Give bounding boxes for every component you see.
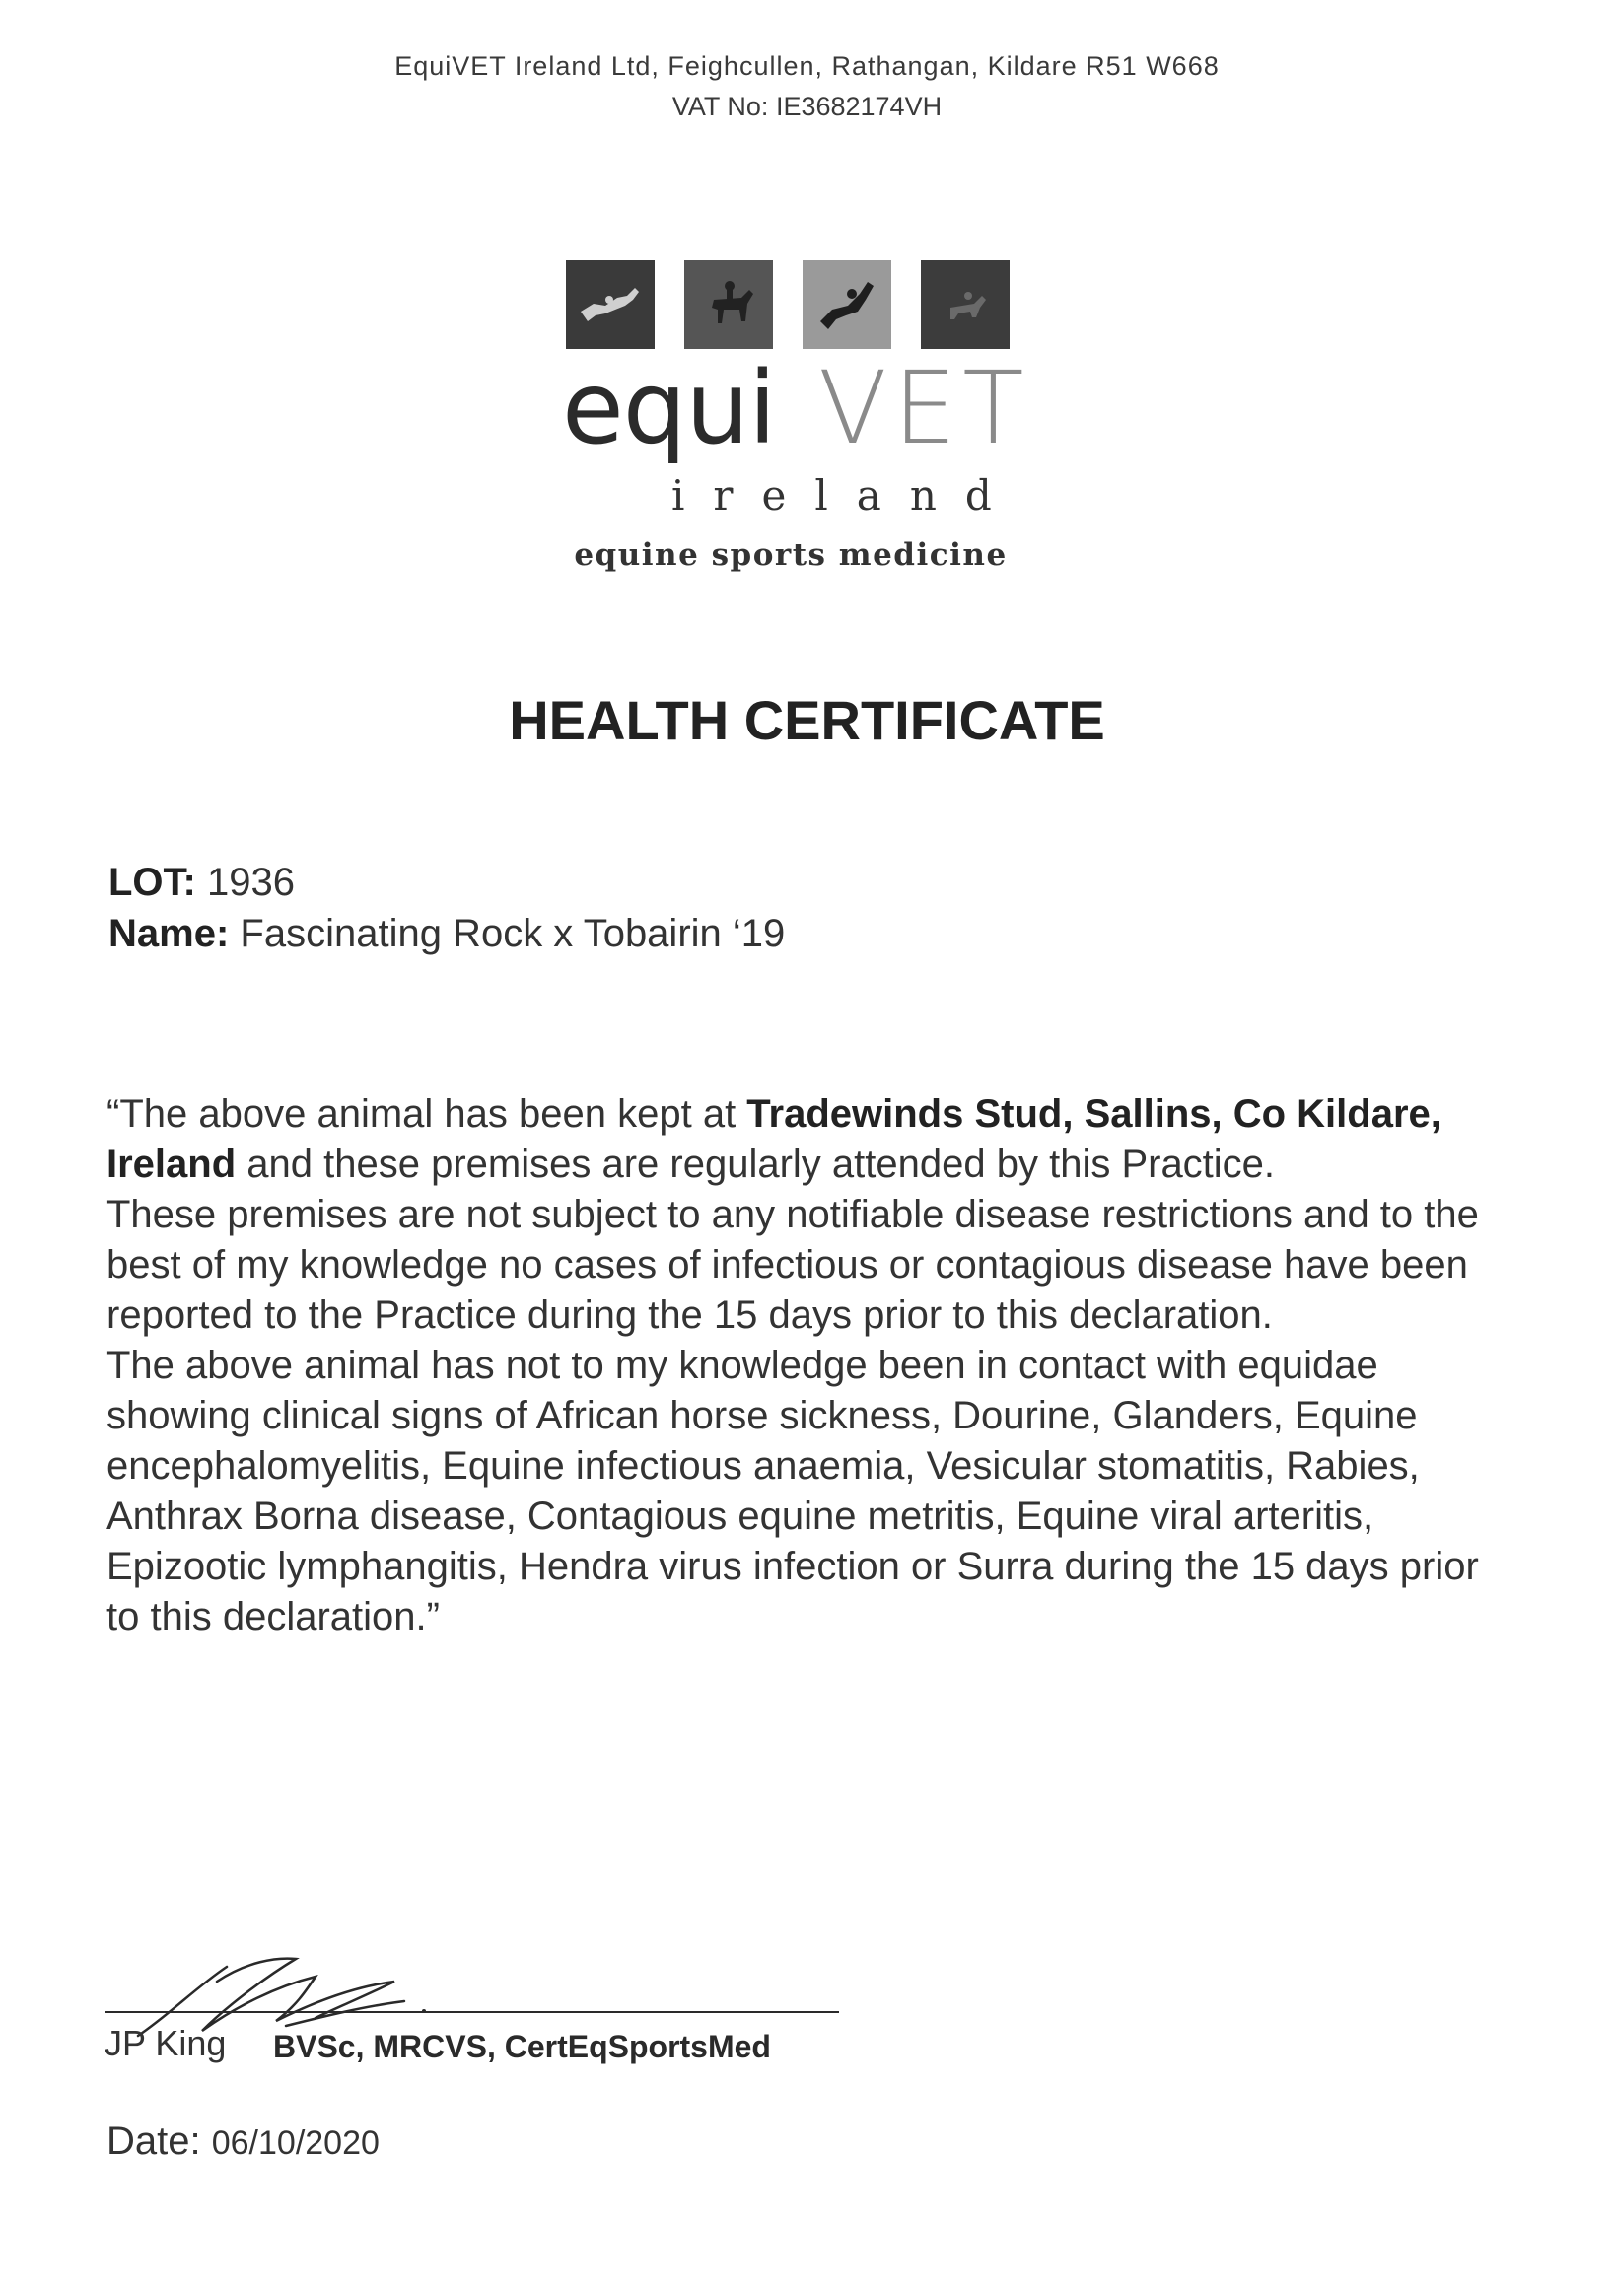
company-logo (562, 350, 1030, 467)
declaration-text (106, 1089, 1507, 1642)
lot-label: LOT: (108, 861, 196, 904)
declaration-p1-start: “The above animal has been kept at (106, 1092, 747, 1136)
horse-racing-icon (921, 260, 1010, 349)
vat-number: VAT No: IE3682174VH (671, 92, 943, 121)
name-label: Name: (108, 912, 230, 955)
document-title: HEALTH CERTIFICATE (509, 689, 1105, 751)
date-label: Date: (106, 2120, 201, 2163)
company-address: EquiVET Ireland Ltd, Feighcullen, Rathangan, Kildare R51 W668 (394, 51, 1220, 81)
name-value: Fascinating Rock x Tobairin ‘19 (240, 912, 786, 955)
declaration-paragraph-3: The above animal has not to my knowledge been in contact with equidae showing clinical signs of African horse sickness, Dourine, Glanders, Equine encephalomyelitis, Equine infectious anaemia, Vesicular stomatitis, Rabies, Anthrax Borna disease, Contagious equine metritis, Equine viral arteritis, Epizootic lymphangitis, Hendra virus infection or Surra during the 15 days prior to this declaration.” (106, 1344, 1479, 1638)
lot-field (108, 861, 295, 905)
lot-value: 1936 (207, 861, 295, 904)
name-field (108, 912, 785, 956)
logo-tagline: equine sports medicine (574, 537, 1008, 573)
premises-name: Tradewinds Stud, Sallins, Co Kildare, Ireland (106, 1092, 1441, 1186)
horse-jumping-icon (566, 260, 655, 349)
logo-subtitle: ireland (671, 471, 1020, 520)
signature-line (105, 2011, 839, 2013)
date-value: 06/10/2020 (211, 2124, 380, 2162)
horse-dressage-icon (684, 260, 773, 349)
date-field (106, 2120, 380, 2164)
signatory-qualifications: BVSc, MRCVS, CertEqSportsMed (273, 2029, 771, 2064)
signatory-name: JP King (105, 2023, 227, 2063)
declaration-paragraph-1 (106, 1089, 1507, 1190)
declaration-paragraph-2: These premises are not subject to any notifiable disease restrictions and to the best of my knowledge no cases of infectious or contagious disease have been reported to the Practice during the 15 days prior to this declaration. (106, 1193, 1479, 1337)
logo-word-equi: equi (562, 350, 776, 467)
horse-showjumping-icon (803, 260, 891, 349)
logo-word-vet: VET (818, 350, 1030, 467)
logo-horse-images (566, 260, 1010, 351)
declaration-p1-end: and these premises are regularly attended by this Practice. (236, 1143, 1276, 1186)
